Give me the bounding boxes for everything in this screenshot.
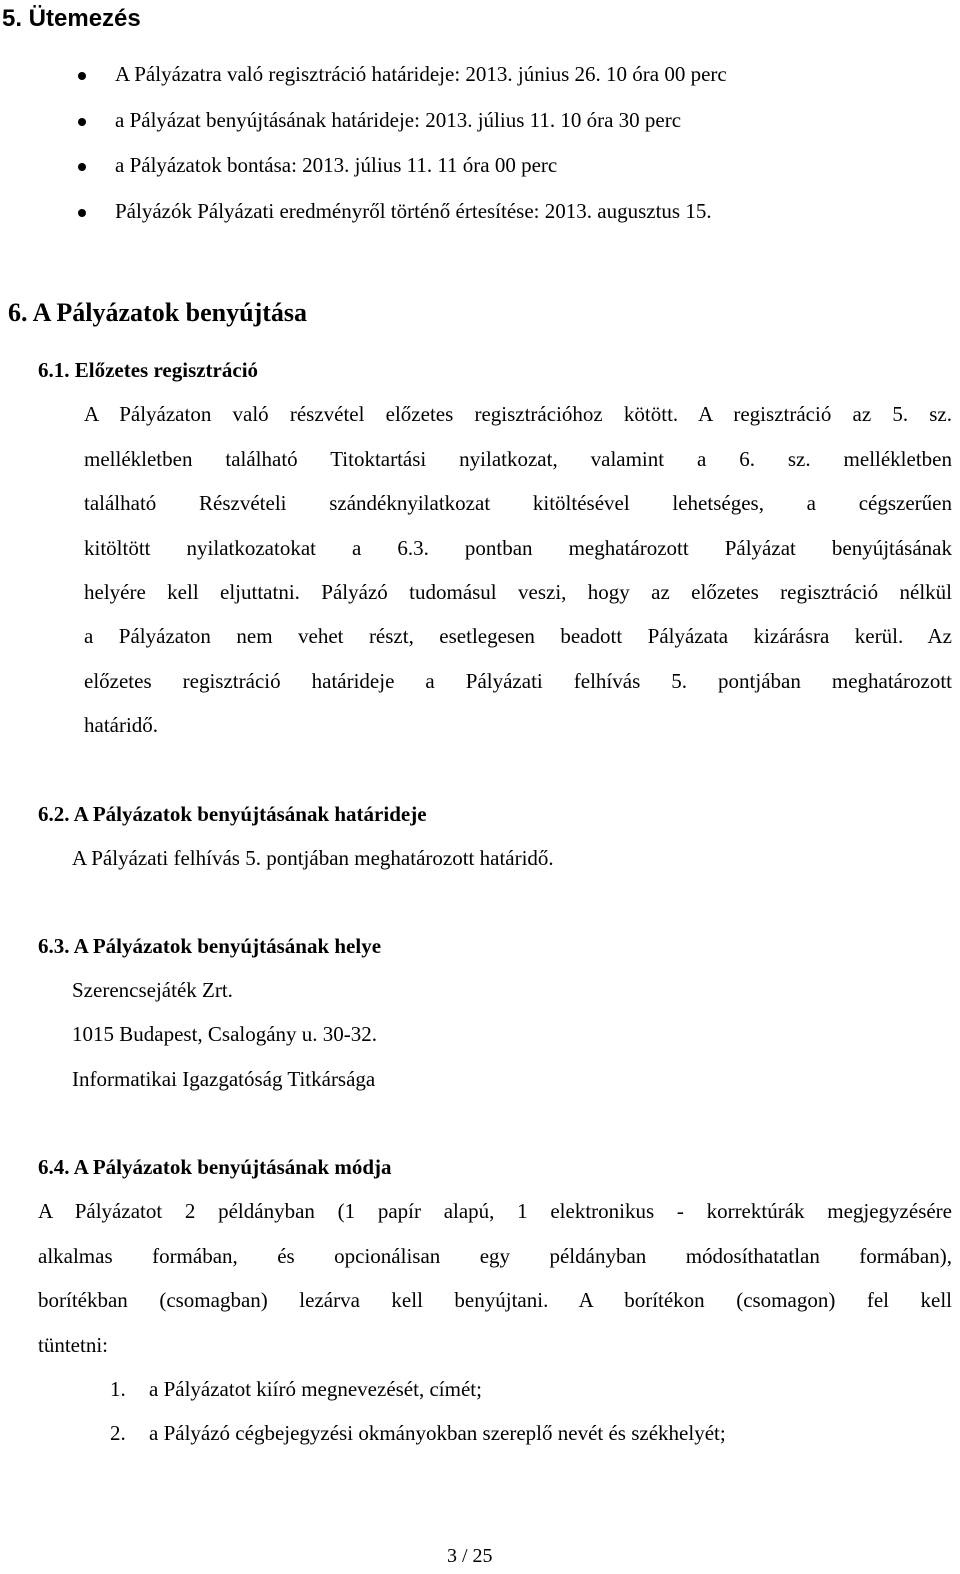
paragraph-line: alkalmas formában, és opcionálisan egy példányban módosíthatatlan formában), [38, 1244, 952, 1268]
subsection-6-1-heading: 6.1. Előzetes regisztráció [38, 358, 259, 382]
paragraph-line: kitöltött nyilatkozatokat a 6.3. pontban meghatározott Pályázat benyújtásának [84, 536, 952, 560]
section-5-title: 5. Ütemezés [2, 5, 141, 32]
list-item: a Pályázatok bontása: 2013. július 11. 11 óra 00 perc [115, 153, 558, 177]
subsection-6-2-heading: 6.2. A Pályázatok benyújtásának határideje [38, 802, 427, 826]
bullet-icon [78, 118, 86, 126]
paragraph-line: a Pályázaton nem vehet részt, esetlegesen beadott Pályázata kizárásra kerül. Az [84, 624, 952, 648]
subsection-6-2-body: A Pályázati felhívás 5. pontjában meghatározott határidő. [72, 846, 554, 870]
paragraph-line: határidő. [84, 713, 159, 737]
subsection-6-4-heading: 6.4. A Pályázatok benyújtásának módja [38, 1155, 392, 1179]
list-item-number: 2. [110, 1421, 126, 1445]
list-item: A Pályázatra való regisztráció határideje: 2013. június 26. 10 óra 00 perc [115, 62, 727, 86]
paragraph-line: mellékletben található Titoktartási nyilatkozat, valamint a 6. sz. mellékletben [84, 447, 952, 471]
paragraph-line: borítékban (csomagban) lezárva kell benyújtani. A borítékon (csomagon) fel kell [38, 1288, 952, 1312]
paragraph-line: előzetes regisztráció határideje a Pályázati felhívás 5. pontjában meghatározott [84, 669, 952, 693]
list-item: a Pályázó cégbejegyzési okmányokban szereplő nevét és székhelyét; [149, 1421, 726, 1445]
paragraph-line: helyére kell eljuttatni. Pályázó tudomásul veszi, hogy az előzetes regisztráció nélkül [84, 580, 952, 604]
paragraph-line: tüntetni: [38, 1333, 108, 1357]
address-line: Informatikai Igazgatóság Titkársága [72, 1067, 376, 1091]
list-item: a Pályázatot kiíró megnevezését, címét; [149, 1377, 482, 1401]
address-line: 1015 Budapest, Csalogány u. 30-32. [72, 1022, 378, 1046]
list-item: Pályázók Pályázati eredményről történő értesítése: 2013. augusztus 15. [115, 199, 712, 223]
subsection-6-3-heading: 6.3. A Pályázatok benyújtásának helye [38, 934, 382, 958]
page-number: 3 / 25 [447, 1545, 493, 1567]
paragraph-line: található Részvételi szándéknyilatkozat kitöltésével lehetséges, a cégszerűen [84, 491, 952, 515]
paragraph-line: A Pályázatot 2 példányban (1 papír alapú, 1 elektronikus - korrektúrák megjegyzésére [38, 1199, 952, 1223]
list-item-number: 1. [110, 1377, 126, 1401]
paragraph-line: A Pályázaton való részvétel előzetes regisztrációhoz kötött. A regisztráció az 5. sz. [84, 402, 952, 426]
bullet-icon [78, 163, 86, 171]
section-6-title: 6. A Pályázatok benyújtása [8, 298, 308, 327]
list-item: a Pályázat benyújtásának határideje: 2013. július 11. 10 óra 30 perc [115, 108, 682, 132]
bullet-icon [78, 209, 86, 217]
bullet-icon [78, 72, 86, 80]
address-line: Szerencsejáték Zrt. [72, 978, 233, 1002]
